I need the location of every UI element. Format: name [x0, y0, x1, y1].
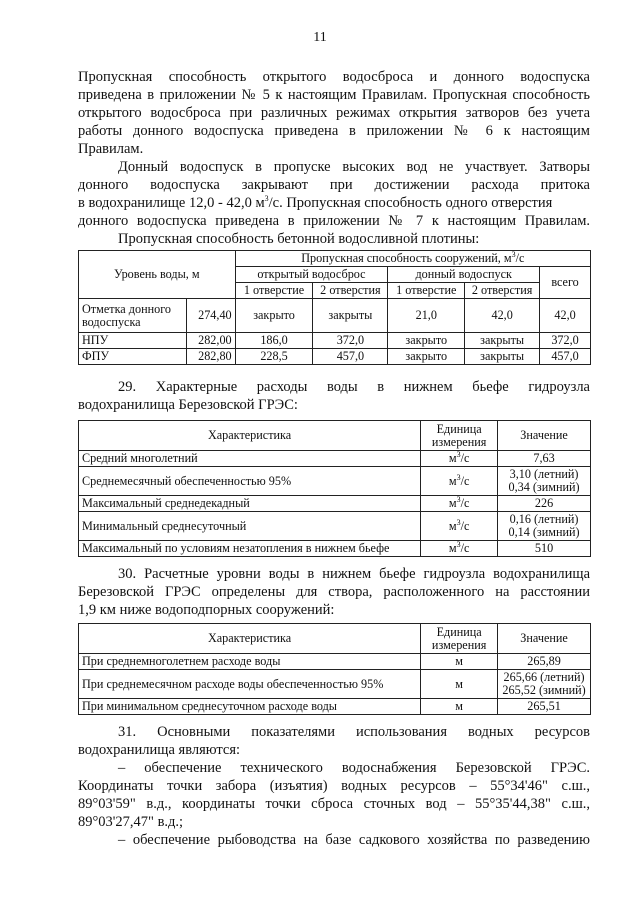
table-cell-unit: $м^3/с$: [421, 541, 498, 557]
header-value: Значение: [498, 421, 591, 451]
table-cell: ФПУ: [79, 349, 187, 365]
text-line: 31. Основными показателями использования водных ресурсов: [118, 724, 590, 740]
text-line: водохранилища являются:: [78, 742, 241, 758]
text-line: донного водоспуска приведена в приложении № 7 к настоящим Правилам.: [78, 213, 590, 229]
table-cell: закрыто: [388, 333, 465, 349]
header-unit: Единица измерения: [421, 421, 498, 451]
table-cell: 265,51: [498, 699, 591, 715]
table-cell: 282,80: [186, 349, 235, 365]
table-cell: 265,89: [498, 654, 591, 670]
table-cell-unit: $м^3/с$: [421, 467, 498, 496]
header-one-opening: 1 отверстие: [235, 283, 313, 299]
table-cell: 372,0: [313, 333, 388, 349]
text-line: открытого водосброса при различных режимах открытия затворов без учета: [78, 105, 590, 121]
table-cell: Минимальный среднесуточный: [79, 512, 421, 541]
table-cell: 510: [498, 541, 591, 557]
text-line: 30. Расчетные уровни воды в нижнем бьефе гидроузла водохранилища: [118, 566, 590, 582]
table-cell: При среднемесячном расходе воды обеспеченностью 95%: [79, 670, 421, 699]
text-line: 89°03'27,47" в.д.;: [78, 814, 184, 830]
table-cell-unit: $м^3/с$: [421, 451, 498, 467]
page-number: 11: [313, 30, 327, 45]
table-cell: 226: [498, 496, 591, 512]
table-cell: закрыты: [465, 349, 540, 365]
text-line: – обеспечение рыбоводства на базе садкового хозяйства по разведению: [118, 832, 590, 848]
table-row: [79, 699, 591, 715]
table-cell: 282,00: [186, 333, 235, 349]
table-cell: 7,63: [498, 451, 591, 467]
text-line: Правилам.: [78, 141, 144, 157]
table-cell: 457,0: [313, 349, 388, 365]
text-line: работы донного водоспуска приведена в приложении № 6 к настоящим: [78, 123, 590, 139]
table1-caption: Пропускная способность бетонной водосливной плотины:: [118, 231, 480, 247]
table-row: [79, 349, 591, 365]
table-cell-unit: м: [421, 670, 498, 699]
header-bottom-outlet: донный водоспуск: [388, 267, 540, 283]
table-row: [79, 451, 591, 467]
table-row: [79, 654, 591, 670]
table-header-row: [79, 251, 591, 267]
table-cell: 21,0: [388, 299, 465, 333]
header-total: всего: [540, 267, 591, 299]
table-cell: Среднемесячный обеспеченностью 95%: [79, 467, 421, 496]
text-line: Координаты точки забора (изъятия) водных ресурсов – 55°34'46" с.ш.,: [78, 778, 590, 794]
text-line: 1,9 км ниже водоподпорных сооружений:: [78, 602, 335, 618]
table-cell: 228,5: [235, 349, 313, 365]
text-line: в водохранилище 12,0 - 42,0 $м^3/с$. Пропускная способность одного отверстия: [78, 194, 553, 211]
table-cell-unit: м: [421, 699, 498, 715]
water-level-table: [78, 623, 591, 715]
table-row: [79, 670, 591, 699]
table-cell: 265,66 (летний) 265,52 (зимний): [498, 670, 591, 699]
table-cell: закрыто: [235, 299, 313, 333]
header-capacity: Пропускная способность сооружений, $м^3/с$: [235, 251, 590, 267]
table-cell: 274,40: [186, 299, 235, 333]
text-line: донного водоспуска закрывают при достижении расхода притока: [78, 177, 590, 193]
text-line: Донный водоспуск в пропуске высоких вод не участвует. Затворы: [118, 159, 590, 175]
table-row: [79, 333, 591, 349]
header-two-openings: 2 отверстия: [465, 283, 540, 299]
spillway-capacity-table: [78, 250, 591, 365]
header-two-openings: 2 отверстия: [313, 283, 388, 299]
text-line: приведена в приложении № 5 к настоящим Правилам. Пропускная способность: [78, 87, 590, 103]
header-characteristic: Характеристика: [79, 421, 421, 451]
table-cell-unit: $м^3/с$: [421, 496, 498, 512]
table-cell-unit: м: [421, 654, 498, 670]
text-line: 89°03'59" в.д., координаты точки сброса сточных вод – 55°35'44,38" с.ш.,: [78, 796, 590, 812]
table-cell-unit: $м^3/с$: [421, 512, 498, 541]
header-characteristic: Характеристика: [79, 624, 421, 654]
text-line: 29. Характерные расходы воды в нижнем бьефе гидроузла: [118, 379, 590, 395]
table-cell: закрыто: [388, 349, 465, 365]
header-water-level: Уровень воды, м: [79, 251, 236, 299]
table-row: [79, 541, 591, 557]
text-line: Пропускная способность открытого водосброса и донного водоспуска: [78, 69, 590, 85]
table-cell: 42,0: [540, 299, 591, 333]
table-cell: 372,0: [540, 333, 591, 349]
header-one-opening: 1 отверстие: [388, 283, 465, 299]
table-cell: 0,16 (летний) 0,14 (зимний): [498, 512, 591, 541]
table-header-row: [79, 624, 591, 654]
header-value: Значение: [498, 624, 591, 654]
header-open-spillway: открытый водосброс: [235, 267, 388, 283]
table-cell: 186,0: [235, 333, 313, 349]
table-cell: При среднемноголетнем расходе воды: [79, 654, 421, 670]
text-line: водохранилища Березовской ГРЭС:: [78, 397, 298, 413]
table-row: [79, 496, 591, 512]
table-cell: НПУ: [79, 333, 187, 349]
table-cell: закрыты: [465, 333, 540, 349]
table-row: [79, 512, 591, 541]
table-cell: Максимальный среднедекадный: [79, 496, 421, 512]
table-cell: Отметка донного водоспуска: [79, 299, 187, 333]
table-header-row: [79, 421, 591, 451]
table-cell: Максимальный по условиям незатопления в нижнем бьефе: [79, 541, 421, 557]
table-cell: 42,0: [465, 299, 540, 333]
table-cell: При минимальном среднесуточном расходе воды: [79, 699, 421, 715]
text-line: – обеспечение технического водоснабжения Березовской ГРЭС.: [118, 760, 590, 776]
table-row: [79, 467, 591, 496]
table-cell: закрыты: [313, 299, 388, 333]
text-line: Березовской ГРЭС определены для створа, расположенного на расстоянии: [78, 584, 590, 600]
header-unit: Единица измерения: [421, 624, 498, 654]
table-row: [79, 299, 591, 333]
table-cell: 457,0: [540, 349, 591, 365]
table-cell: 3,10 (летний) 0,34 (зимний): [498, 467, 591, 496]
table-cell: Средний многолетний: [79, 451, 421, 467]
discharge-table: [78, 420, 591, 557]
